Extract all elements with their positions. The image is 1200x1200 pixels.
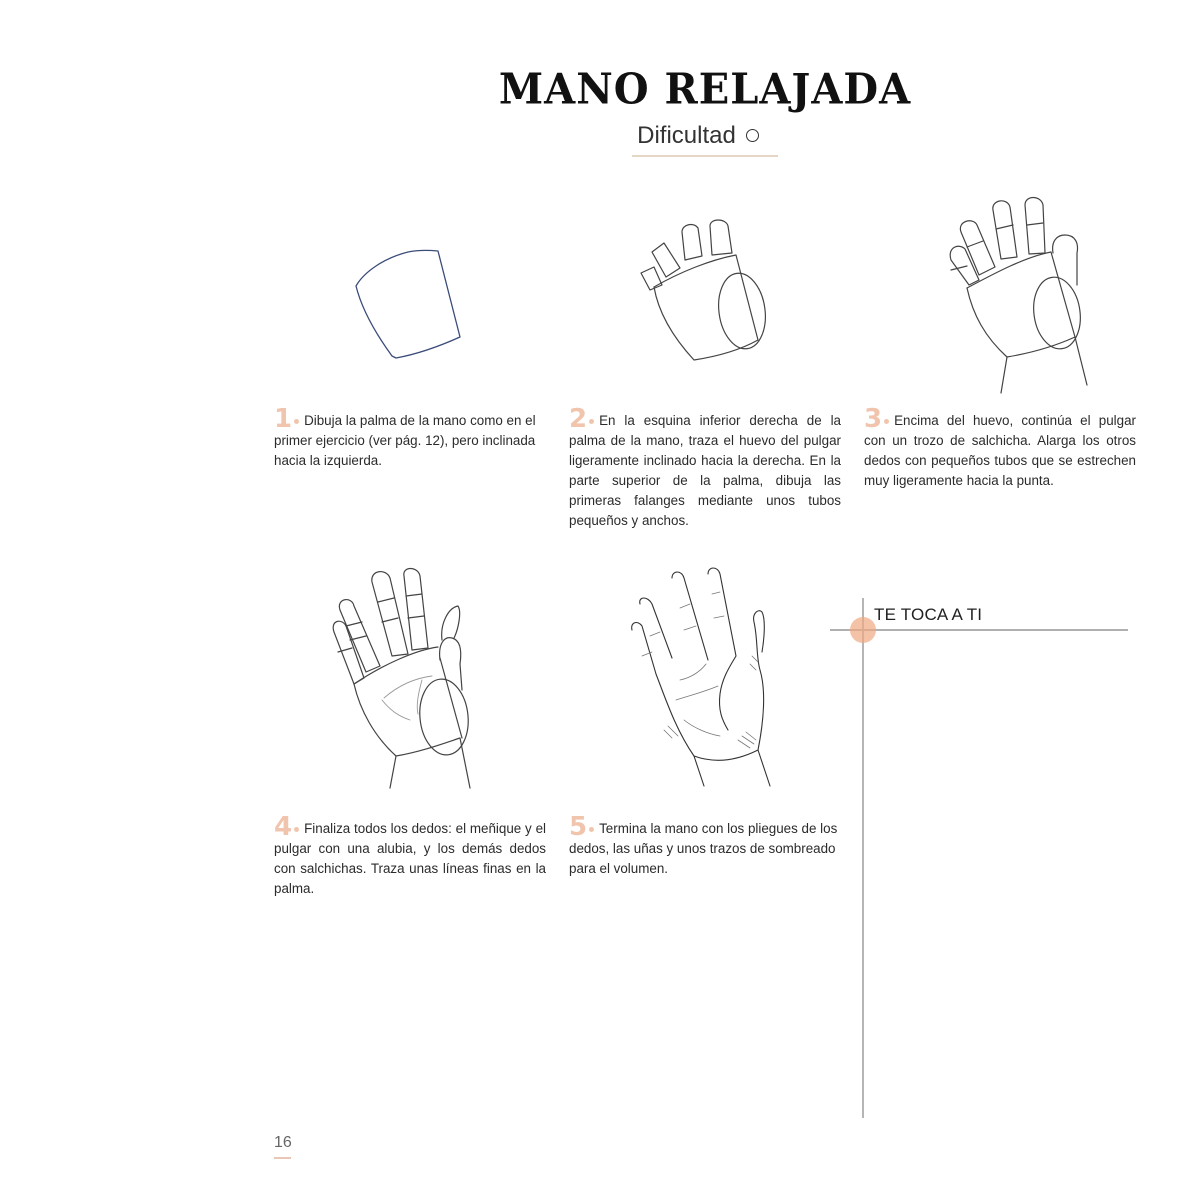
accent-dot-icon xyxy=(884,419,889,424)
step-description: Dibuja la palma de la mano como en el primer ejercicio (ver pág. 12), pero inclinada hacia la izquierda. xyxy=(274,413,536,468)
difficulty-underline xyxy=(632,155,778,157)
difficulty-rating xyxy=(618,122,778,150)
step-description: Encima del huevo, continúa el pulgar con un trozo de salchicha. Alarga los otros dedos con pequeños tubos que se estrechen muy ligeramente hacia la punta. xyxy=(864,413,1136,488)
step-3-text xyxy=(864,404,1136,491)
step-description: Termina la mano con los pliegues de los dedos, las uñas y unos trazos de sombreado para el volumen. xyxy=(569,821,838,876)
accent-dot-icon xyxy=(294,419,299,424)
accent-dot-icon xyxy=(294,827,299,832)
step-number: 3 xyxy=(864,404,883,434)
step-description: Finaliza todos los dedos: el meñique y el pulgar con una alubia, y los demás dedos con salchichas. Traza unas líneas finas en la palma. xyxy=(274,821,546,896)
page-number: 16 xyxy=(274,1134,292,1151)
practice-heading: TE TOCA A TI xyxy=(874,605,983,624)
step-5-text xyxy=(569,812,841,879)
step-number: 1 xyxy=(274,404,293,434)
practice-vertical-rule xyxy=(862,598,864,1118)
step-4-drawing xyxy=(320,560,480,790)
step-5-drawing xyxy=(620,560,800,790)
page-title: MANO RELAJADA xyxy=(498,64,912,115)
step-2-text xyxy=(569,404,841,531)
step-2-drawing xyxy=(630,210,780,370)
accent-circle-icon xyxy=(850,617,876,643)
step-3-drawing xyxy=(935,185,1105,400)
accent-dot-icon xyxy=(589,827,594,832)
step-1-text xyxy=(274,404,546,471)
step-number: 5 xyxy=(569,812,588,842)
accent-dot-icon xyxy=(589,419,594,424)
step-4-text xyxy=(274,812,546,899)
page-number-underline xyxy=(274,1157,291,1159)
circle-outline-icon xyxy=(746,129,759,142)
step-description: En la esquina inferior derecha de la palma de la mano, traza el huevo del pulgar ligeramente inclinado hacia la derecha. En la parte superior de la palma, dibuja las primeras falanges mediante unos tubos pequeños y anchos. xyxy=(569,413,841,528)
step-number: 4 xyxy=(274,812,293,842)
difficulty-label: Dificultad xyxy=(637,122,736,149)
step-1-drawing xyxy=(340,230,480,370)
step-number: 2 xyxy=(569,404,588,434)
